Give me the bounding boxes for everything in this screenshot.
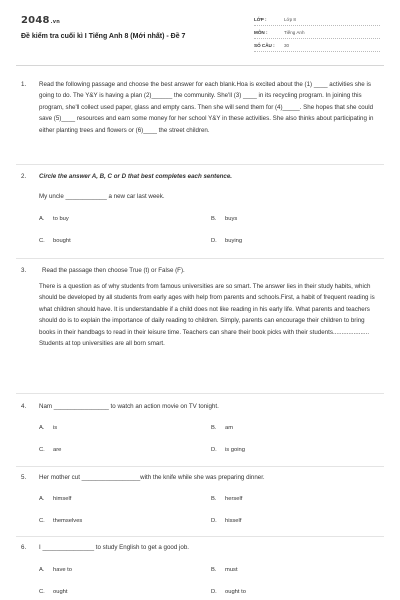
option-b[interactable]: B. am: [211, 425, 234, 431]
logo-sub: .vn: [50, 19, 60, 25]
option-c[interactable]: C. are: [39, 447, 62, 453]
option-c[interactable]: C. bought: [39, 238, 71, 244]
option-a[interactable]: A. have to: [39, 567, 73, 573]
option-a[interactable]: A. is: [39, 425, 58, 431]
question-number: 4.: [21, 403, 27, 410]
meta-value: Tiếng Anh: [284, 30, 305, 35]
option-d[interactable]: D. ought to: [211, 589, 246, 595]
question-divider: [16, 164, 384, 165]
page-header: [0, 0, 400, 66]
question-text: Read the following passage and choose the best answer for each blank.Hoa is excited about the (1) ____ activities she is going to do. The Y&Y is having a plan (2)______ the community. She'll (3) ____ in its recycling program. In joining this program, she'll collect used paper, glass and empty cans. Then she will send them for (4)_____. She hopes that she could save (5)____ resources and earn some money for her school Y&Y in these activities. She also thinks about participating in either planting trees and flowers or (6)____ the street children.: [39, 80, 374, 134]
question-instruction: Circle the answer A, B, C or D that best completes each sentence.: [39, 172, 233, 180]
question-stem: I _______________ to study English to get a good job.: [39, 543, 189, 551]
option-c[interactable]: C. themselves: [39, 518, 83, 524]
meta-key: SỐ CÂU :: [254, 43, 275, 48]
question-stem: Her mother cut _________________with the knife while she was preparing dinner.: [39, 473, 265, 481]
site-logo[interactable]: [21, 15, 60, 26]
exam-meta: [254, 14, 380, 53]
question-stem: Nam ________________ to watch an action movie on TV tonight.: [39, 402, 219, 410]
question-divider: [16, 393, 384, 394]
question-number: 1.: [21, 81, 27, 88]
question-passage: There is a question as of why students from famous universities are so smart. The answer lies in their study habits, which should be developed by all students from early ages with help from parents and schools.First, a habit of frequent reading is what children should have. It is understandable if a child does not like reading in his early life. What parents and teachers should do is to explain the importance of daily reading to children. Simply, parents can encourage their children to bring books in their handbags to read in their leisure time. Teachers can share their book picks with their students..................... Students at top universities are all born smart.: [39, 282, 375, 348]
meta-row-subject: [254, 27, 380, 39]
question-instruction: Read the passage then choose True (t) or False (F).: [42, 266, 185, 274]
option-d[interactable]: D. hisself: [211, 518, 242, 524]
meta-key: LỚP :: [254, 17, 267, 22]
option-b[interactable]: B. must: [211, 567, 238, 573]
option-d[interactable]: D. is going: [211, 447, 245, 453]
meta-value: Lớp 8: [284, 17, 296, 22]
logo-main: 2048: [21, 15, 50, 26]
document-title: Đề kiểm tra cuối kì I Tiếng Anh 8 (Mới nhất) - Đề 7: [21, 33, 186, 40]
option-a[interactable]: A. to buy: [39, 216, 69, 222]
header-divider: [16, 65, 384, 66]
question-number: 3.: [21, 267, 27, 274]
option-d[interactable]: D. buying: [211, 238, 243, 244]
question-stem: My uncle ____________ a new car last week.: [39, 193, 165, 200]
option-a[interactable]: A. himself: [39, 496, 72, 502]
question-number: 6.: [21, 544, 27, 551]
option-b[interactable]: B. buys: [211, 216, 238, 222]
question-number: 2.: [21, 173, 27, 180]
question-divider: [16, 466, 384, 467]
option-b[interactable]: B. herself: [211, 496, 243, 502]
option-c[interactable]: C. ought: [39, 589, 68, 595]
question-number: 5.: [21, 474, 27, 481]
question-divider: [16, 258, 384, 259]
meta-row-class: [254, 14, 380, 26]
meta-key: MÔN :: [254, 30, 268, 35]
meta-value: 30: [284, 43, 290, 48]
question-divider: [16, 536, 384, 537]
meta-row-count: [254, 40, 380, 52]
